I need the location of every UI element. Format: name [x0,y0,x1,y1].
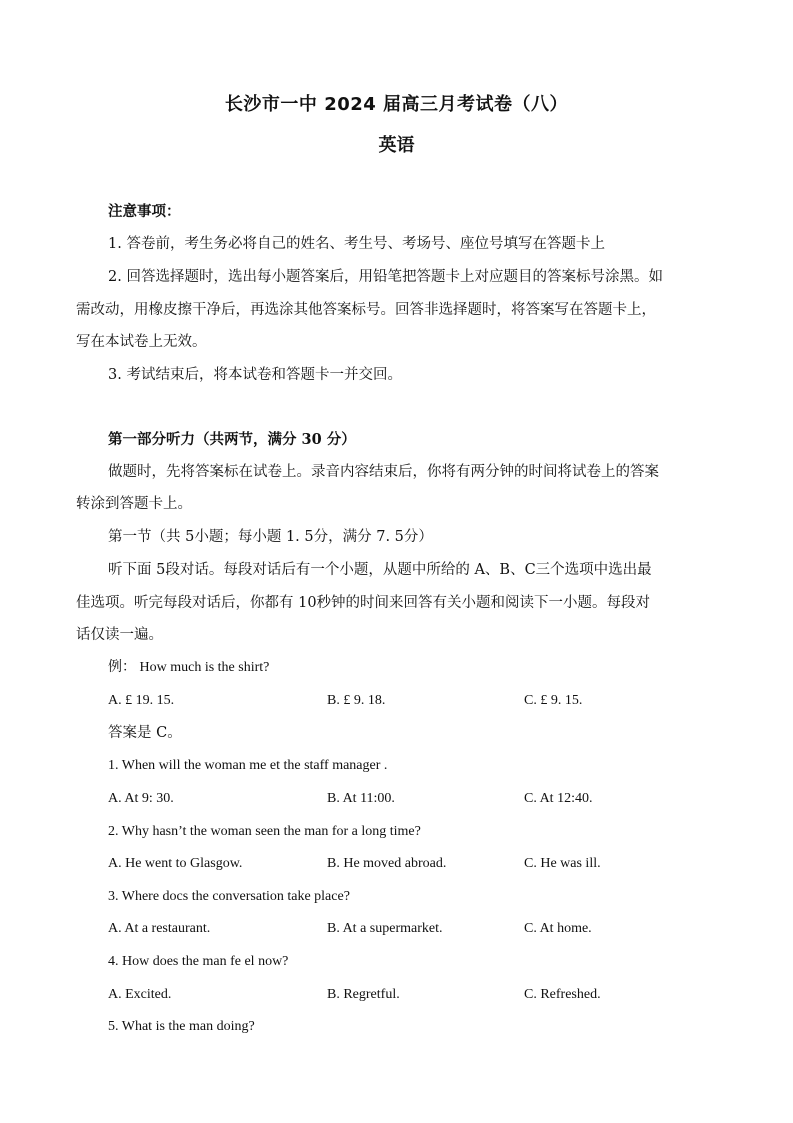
page-title: 长沙市一中 2024 届高三月考试卷（八） [224,94,569,115]
notice-item-2-line-1: 2. 回答选择题时，选出每小题答案后，用铅笔把答题卡上对应题目的答案标号涂黑。如 [108,269,663,285]
example-option-c: C. £ 9. 15. [524,693,583,708]
q4-option-c: C. Refreshed. [524,987,601,1002]
notice-item-2-line-3: 写在本试卷上无效。 [76,334,207,350]
question-2: 2. Why hasn’t the woman seen the man for a long time? [108,824,421,839]
subject-title: 英语 [378,135,415,156]
question-5: 5. What is the man doing? [108,1019,255,1034]
q2-option-c: C. He was ill. [524,856,601,871]
section1-instr-line-1: 听下面 5段对话。每段对话后有一个小题，从题中所给的 A、B、C三个选项中选出最 [108,562,652,578]
q1-option-a: A. At 9: 30. [108,791,174,806]
example-option-b: B. £ 9. 18. [327,693,386,708]
section1-instr-line-2: 佳选项。听完每段对话后，你都有 10秒钟的时间来回答有关小题和阅读下一小题。每段对 [76,595,651,611]
question-3: 3. Where docs the conversation take place? [108,889,350,904]
q2-option-a: A. He went to Glasgow. [108,856,243,871]
section1-heading: 第一节（共 5小题；每小题 1. 5分，满分 7. 5分） [108,529,433,545]
q3-option-a: A. At a restaurant. [108,921,211,936]
section1-instr-line-3: 话仅读一遍。 [76,627,163,643]
part1-intro-line-1: 做题时，先将答案标在试卷上。录音内容结束后，你将有两分钟的时间将试卷上的答案 [108,464,659,480]
example-answer: 答案是 C。 [108,725,182,741]
notice-item-2-line-2: 需改动，用橡皮擦干净后，再选涂其他答案标号。回答非选择题时，将答案写在答题卡上， [76,302,656,318]
q3-option-c: C. At home. [524,921,592,936]
q3-option-b: B. At a supermarket. [327,921,443,936]
notice-item-3: 3. 考试结束后，将本试卷和答题卡一并交回。 [108,367,402,383]
q4-option-a: A. Excited. [108,987,172,1002]
example-question: 例： How much is the shirt? [108,660,270,675]
q2-option-b: B. He moved abroad. [327,856,447,871]
part1-heading: 第一部分听力（共两节，满分 30 分） [108,431,356,448]
example-option-a: A. £ 19. 15. [108,693,175,708]
question-1: 1. When will the woman me et the staff manager . [108,758,388,773]
notice-heading: 注意事项： [108,203,181,220]
part1-intro-line-2: 转涂到答题卡上。 [76,496,192,512]
notice-item-1: 1. 答卷前，考生务必将自己的姓名、考生号、考场号、座位号填写在答题卡上 [108,236,605,252]
q4-option-b: B. Regretful. [327,987,400,1002]
question-4: 4. How does the man fe el now? [108,954,289,969]
q1-option-b: B. At 11:00. [327,791,395,806]
q1-option-c: C. At 12:40. [524,791,593,806]
